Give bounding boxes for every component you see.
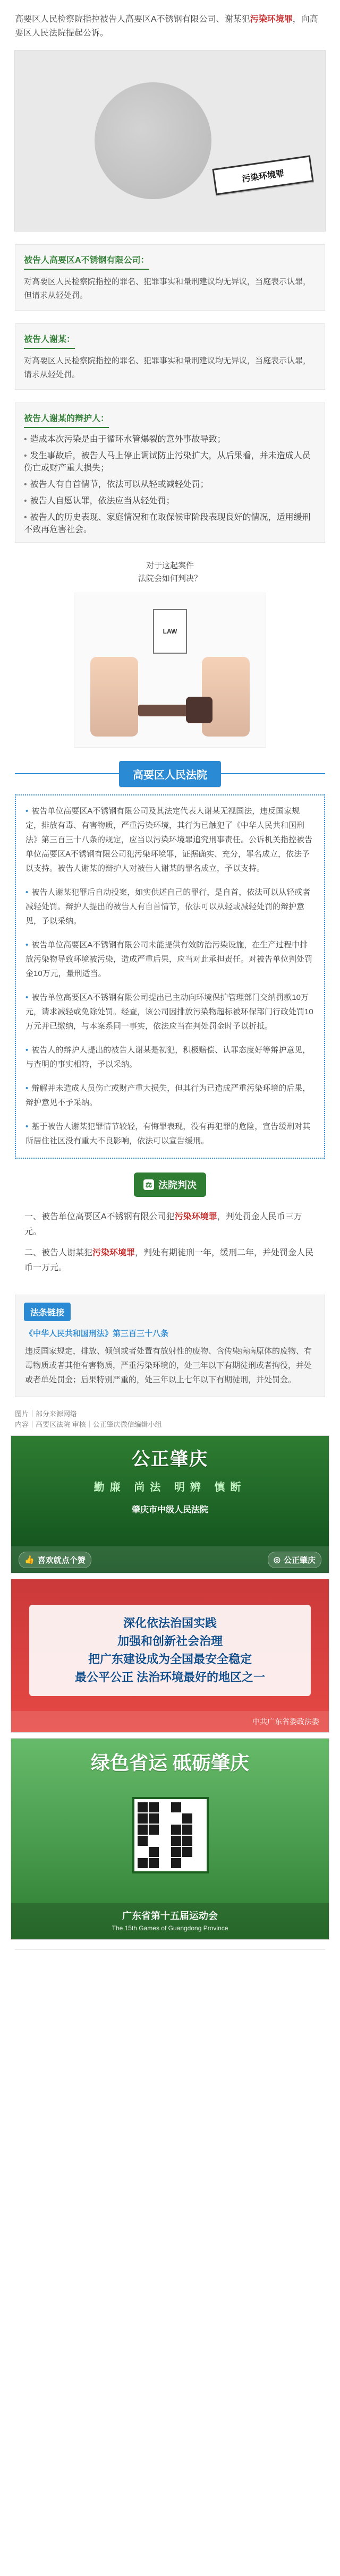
law-link-tag: 法条链接 bbox=[24, 1303, 71, 1321]
like-button[interactable] bbox=[19, 1552, 91, 1568]
follow-button[interactable] bbox=[268, 1552, 321, 1568]
banner3-headline: 绿色省运 砥砺肇庆 bbox=[90, 1752, 249, 1774]
court-paragraph bbox=[26, 938, 314, 981]
defense-bullet bbox=[24, 494, 316, 506]
defense-bullet bbox=[24, 432, 316, 444]
bullet-icon: • bbox=[24, 451, 27, 460]
qr-cell bbox=[193, 1813, 203, 1824]
qr-cell bbox=[160, 1813, 170, 1824]
banner2-line3: 把广东建设成为全国最安全稳定 bbox=[88, 1653, 252, 1666]
law-link-text: 违反国家规定，排放、倾倒或者处置有放射性的废物、含传染病病原体的废物、有毒物质或者其他有害物质，严重污染环境的，处三年以下有期徒刑或者拘役，并处或者单处罚金；后果特别严重的，处三年以上七年以下有期徒刑，并处罚金。 bbox=[25, 1347, 312, 1384]
qr-cell bbox=[149, 1813, 159, 1824]
qr-cell bbox=[193, 1836, 203, 1846]
qr-cell bbox=[160, 1802, 170, 1812]
gavel-head-icon bbox=[186, 697, 212, 723]
defense-section bbox=[15, 403, 325, 543]
court-paragraph-text: 基于被告人谢某犯罪情节较轻，有悔罪表现，没有再犯罪的危险，宣告缓刑对其所居住社区没有重大不良影响，依法可以宣告缓刑。 bbox=[26, 1122, 311, 1145]
bullet-icon: • bbox=[26, 1046, 29, 1055]
banner3-bottom-line1: 广东省第十五届运动会 bbox=[122, 1911, 218, 1921]
law-book-label: LAW bbox=[163, 628, 177, 635]
judgment-suffix: ，判处有期徒刑一年，缓刑二年，并处罚金人民币一万元。 bbox=[24, 1248, 314, 1272]
qr-cell bbox=[182, 1813, 192, 1824]
court-paragraph-text: 被告人谢某犯罪后自动投案，如实供述自己的罪行，是自首，依法可以从轻或者减轻处罚。辩护人提出的被告人有自首情节，依法可以从轻或减轻处罚的辩护意见，予以采纳。 bbox=[26, 888, 311, 926]
banner1-org: 肇庆市中级人民法院 bbox=[131, 1505, 208, 1514]
judgment-title-text: 法院判决 bbox=[158, 1180, 197, 1191]
banner2-footer: 中共广东省委政法委 bbox=[11, 1711, 329, 1732]
qr-cell bbox=[160, 1836, 170, 1846]
sources-line2: 内容｜高要区法院 审核｜公正肇庆微信编辑小组 bbox=[15, 1420, 162, 1428]
banner3-bottom-line2: The 15th Games of Guangdong Province bbox=[112, 1924, 228, 1932]
court-title-bar bbox=[15, 761, 325, 786]
qr-cell bbox=[138, 1813, 148, 1824]
bullet-icon: • bbox=[24, 513, 27, 522]
hands-illustration bbox=[95, 82, 211, 199]
qr-cell bbox=[138, 1847, 148, 1857]
thumb-up-icon: 👍 bbox=[24, 1555, 35, 1564]
defendant-xie-label: 被告人谢某： bbox=[24, 331, 75, 349]
qr-cell bbox=[182, 1802, 192, 1812]
sources-line1: 图片｜部分来源网络 bbox=[15, 1410, 78, 1418]
judgment-highlight: 污染环境罪 bbox=[92, 1248, 135, 1257]
qr-cell bbox=[171, 1802, 181, 1812]
qr-cell bbox=[182, 1836, 192, 1846]
bullet-icon: • bbox=[26, 1084, 29, 1093]
bullet-icon: • bbox=[26, 807, 29, 816]
qr-cell bbox=[171, 1825, 181, 1835]
court-paragraph bbox=[26, 804, 314, 876]
sources bbox=[15, 1409, 325, 1430]
intro-highlight: 污染环境罪 bbox=[250, 15, 293, 24]
mid-caption bbox=[0, 560, 340, 585]
banner1-bottom-bar bbox=[11, 1546, 329, 1573]
defense-bullet-text: 被告人自愿认罪，依法应当从轻处罚； bbox=[30, 497, 175, 506]
bullet-icon: • bbox=[26, 888, 29, 897]
qr-cell bbox=[193, 1847, 203, 1857]
defendant-xie-text: 对高要区人民检察院指控的罪名、犯罪事实和量刑建议均无异议，当庭表示认罪，请求从轻处罚。 bbox=[24, 356, 311, 379]
court-paragraph-text: 辩解并未造成人员伤亡或财产重大损失，但其行为已造成严重污染环境的后果，辩护意见不予采纳。 bbox=[26, 1084, 311, 1107]
bullet-icon: • bbox=[24, 435, 27, 444]
defense-label: 被告人谢某的辩护人： bbox=[24, 410, 109, 428]
law-illustration bbox=[74, 593, 266, 748]
banner2-message bbox=[29, 1605, 311, 1696]
qr-cell bbox=[149, 1825, 159, 1835]
defense-bullet bbox=[24, 510, 316, 535]
qr-cell bbox=[149, 1858, 159, 1868]
court-opinion-box bbox=[15, 794, 325, 1159]
qr-cell bbox=[171, 1858, 181, 1868]
defendant-xie-section bbox=[15, 323, 325, 390]
law-link-box bbox=[15, 1295, 325, 1397]
bullet-icon: • bbox=[26, 1122, 29, 1131]
qr-cell bbox=[160, 1847, 170, 1857]
banner2-line1: 深化依法治国实践 bbox=[123, 1616, 217, 1630]
qr-cell bbox=[149, 1802, 159, 1812]
qr-cell bbox=[149, 1847, 159, 1857]
law-link-title: 《中华人民共和国刑法》第三百三十八条 bbox=[25, 1329, 169, 1338]
court-paragraph-text: 被告单位高要区A不锈钢有限公司未能提供有效防治污染设施，在生产过程中排放污染物导致环境被污染，造成严重后果，应当对此承担责任。对被告单位判处罚金10万元，量刑适当。 bbox=[26, 940, 313, 978]
judgment-item bbox=[24, 1246, 316, 1276]
banner2-line2: 加强和创新社会治理 bbox=[117, 1634, 223, 1648]
intro-paragraph bbox=[0, 0, 340, 40]
court-paragraph bbox=[26, 990, 314, 1033]
law-book-icon bbox=[153, 609, 187, 654]
qr-cell bbox=[171, 1813, 181, 1824]
judgment-title-wrap bbox=[15, 1173, 325, 1197]
qr-cell bbox=[138, 1802, 148, 1812]
defense-bullet-text: 发生事故后，被告人马上停止调试防止污染扩大，从后果看，并未造成人员伤亡或财产重大损失； bbox=[24, 451, 311, 473]
bullet-icon: • bbox=[24, 497, 27, 506]
judgment-item bbox=[24, 1210, 316, 1239]
sign-text: 污染环境罪 bbox=[241, 168, 285, 184]
court-paragraph bbox=[26, 1119, 314, 1148]
qr-cell bbox=[160, 1825, 170, 1835]
court-title: 高要区人民法院 bbox=[119, 761, 221, 787]
qr-code[interactable] bbox=[132, 1797, 209, 1873]
intro-suffix: ，向高要区人民法院提起公诉。 bbox=[15, 15, 318, 38]
court-paragraph bbox=[26, 1043, 314, 1072]
defendant-company-label: 被告人高要区A不锈钢有限公司： bbox=[24, 252, 149, 270]
qr-cell bbox=[193, 1858, 203, 1868]
qr-cell bbox=[171, 1847, 181, 1857]
banner2-line4: 最公平公正 法治环境最好的地区之一 bbox=[74, 1671, 266, 1684]
bullet-icon: • bbox=[26, 993, 29, 1002]
defendant-company-section bbox=[15, 244, 325, 311]
bullet-icon: • bbox=[26, 940, 29, 949]
banner1-title: 公正肇庆 bbox=[132, 1449, 208, 1469]
banner1-subtitle: 勤廉 尚法 明辨 慎断 bbox=[94, 1482, 246, 1493]
qr-cell bbox=[138, 1858, 148, 1868]
defense-bullet bbox=[24, 449, 316, 473]
promo-banner-justice bbox=[11, 1435, 329, 1573]
bullet-icon: • bbox=[24, 480, 27, 489]
qr-cell bbox=[182, 1847, 192, 1857]
defense-bullet-text: 被告人有自首情节，依法可以从轻或减轻处罚； bbox=[30, 480, 209, 489]
qr-cell bbox=[149, 1836, 159, 1846]
defense-bullet-text: 被告人的历史表现、家庭情况和在取保候审阶段表现良好的情况，适用缓刑不致再危害社会。 bbox=[24, 513, 311, 534]
promo-banner-games bbox=[11, 1738, 329, 1940]
banner3-bottom bbox=[11, 1903, 329, 1939]
court-paragraph-text: 被告人的辩护人提出的被告人谢某是初犯，积极赔偿、认罪态度好等辩护意见，与查明的事实相符，予以采纳。 bbox=[26, 1046, 311, 1069]
qr-cell bbox=[193, 1802, 203, 1812]
defense-bullet bbox=[24, 477, 316, 490]
qr-cell bbox=[182, 1825, 192, 1835]
defendant-company-text: 对高要区人民检察院指控的罪名、犯罪事实和量刑建议均无异议，当庭表示认罪，但请求从轻处罚。 bbox=[24, 277, 311, 300]
qr-cell bbox=[160, 1858, 170, 1868]
intro-prefix: 高要区人民检察院指控被告人高要区A不锈钢有限公司、谢某犯 bbox=[15, 15, 250, 24]
court-paragraph-text: 被告单位高要区A不锈钢有限公司提出已主动向环境保护管理部门交纳罚款10万元，请求减轻或免除处罚。经查，该公司因排放污染物超标被环保部门行政处罚10万元并已缴纳，与本案系同一事实，依法应当在判处罚金时予以折抵。 bbox=[26, 993, 313, 1031]
judgment-highlight: 污染环境罪 bbox=[174, 1212, 217, 1221]
judgment-icon: ⚖ bbox=[143, 1179, 154, 1190]
defense-bullet-text: 造成本次污染是由于循环水管爆裂的意外事故导致； bbox=[30, 435, 226, 444]
mid-caption-line2: 法院会如何判决？ bbox=[138, 574, 202, 583]
wechat-icon: ◎ bbox=[273, 1555, 280, 1564]
promo-banner-politics bbox=[11, 1579, 329, 1733]
judgment-suffix: ，判处罚金人民币三万元。 bbox=[24, 1212, 302, 1236]
court-paragraph-text: 被告单位高要区A不锈钢有限公司及其法定代表人谢某无视国法，违反国家规定，排放有毒、有害物质，严重污染环境，其行为已触犯了《中华人民共和国刑法》第三百三十八条的规定，应当以污染环境罪追究刑事责任。公诉机关指控被告单位高要区A不锈钢有限公司犯污染环境罪，证据确实、充分，罪名成立，依法予以支持。被告人谢某的辩护人对被告人谢某的罪名成立，予以支持。 bbox=[26, 807, 313, 873]
court-paragraph bbox=[26, 1081, 314, 1110]
qr-cell bbox=[138, 1825, 148, 1835]
judgment-title bbox=[134, 1173, 206, 1197]
hero-image bbox=[14, 50, 326, 232]
page-divider bbox=[15, 1949, 325, 1950]
court-paragraph bbox=[26, 885, 314, 928]
person-left bbox=[90, 657, 138, 737]
like-label: 喜欢就点个赞 bbox=[37, 1555, 86, 1565]
qr-cell bbox=[171, 1836, 181, 1846]
qr-cell bbox=[182, 1858, 192, 1868]
qr-cell bbox=[138, 1836, 148, 1846]
qr-cell bbox=[193, 1825, 203, 1835]
sign-board bbox=[212, 155, 313, 195]
judgment-content bbox=[15, 1205, 325, 1280]
mid-caption-line1: 对于这起案件 bbox=[146, 561, 194, 570]
judgment-prefix: 二、被告人谢某犯 bbox=[24, 1248, 93, 1257]
follow-label: 公正肇庆 bbox=[283, 1555, 316, 1565]
judgment-prefix: 一、被告单位高要区A不锈钢有限公司犯 bbox=[24, 1212, 175, 1221]
